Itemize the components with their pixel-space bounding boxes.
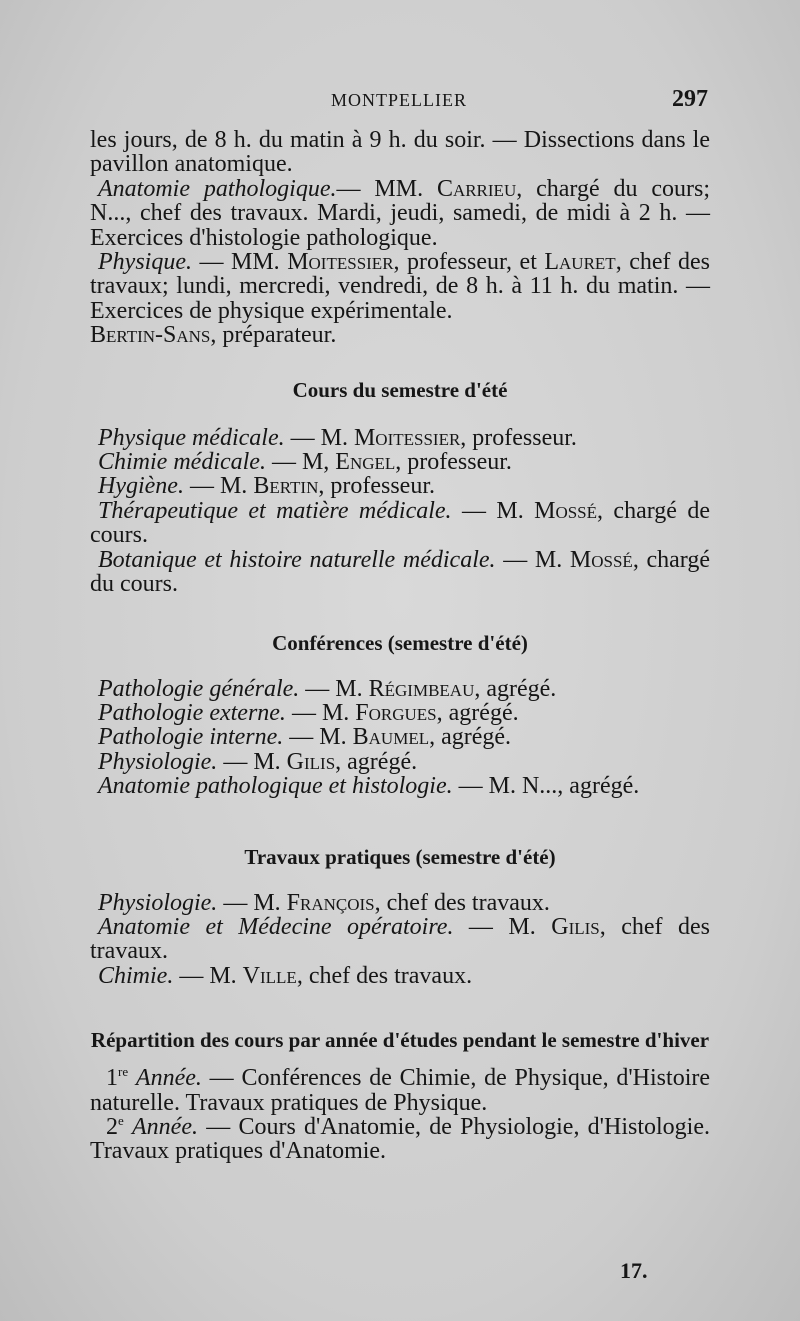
- entry-rest: , chargé de cours.: [90, 497, 710, 549]
- entry-rest: , agrégé.: [474, 675, 557, 702]
- entry-rest: — Cours d'Anatomie, de Physiologie, d'Histologie. Travaux pratiques d'Anatomie.: [90, 1113, 710, 1165]
- entry-rest: , chef des travaux; lundi, mercredi, vendredi, de 8 h. à 11 h. du matin. — Exercices de physique expérimentale.: [90, 249, 710, 324]
- paragraph-text: les jours, de 8 h. du matin à 9 h. du soir. — Dissections dans le pavillon anatomique.: [90, 127, 710, 178]
- list-item: [90, 426, 710, 450]
- entry-rest: , professeur.: [460, 424, 577, 451]
- item-number: 2: [106, 1113, 118, 1140]
- entry-connector: — M.: [495, 546, 570, 573]
- entry-connector: — M.: [285, 699, 356, 726]
- person-name: Forgues: [355, 699, 437, 726]
- entry-subject: Pathologie externe.: [98, 699, 286, 726]
- entry-rest: — Conférences de Chimie, de Physique, d'Histoire naturelle. Travaux pratiques de Physique.: [90, 1065, 711, 1116]
- entry-rest: , chef des travaux.: [374, 889, 550, 916]
- entry-subject: Botanique et histoire naturelle médicale.: [98, 546, 496, 573]
- person-name: Régimbeau: [368, 675, 475, 702]
- list-item: [90, 750, 710, 774]
- entry-subject: Pathologie générale.: [98, 675, 300, 702]
- ordinal-suffix: re: [118, 1064, 129, 1080]
- person-name: Moitessier: [287, 249, 394, 276]
- section-title: Travaux pratiques (semestre d'été): [244, 844, 556, 869]
- entry-subject: Hygiène.: [98, 473, 184, 500]
- section-title: Répartition des cours par année d'études pendant le semestre d'hiver: [90, 1028, 710, 1053]
- entry-rest: , agrégé.: [429, 724, 512, 751]
- entry-subject: Anatomie pathologique et histologie.: [98, 773, 453, 800]
- person-name: Engel: [335, 449, 396, 476]
- entry-connector: , professeur, et: [393, 249, 545, 276]
- entry-connector: — M.: [299, 675, 369, 702]
- running-title: MONTPELLIER: [331, 90, 467, 110]
- entry-rest: , chef des travaux.: [296, 962, 473, 989]
- entry-connector: — M,: [265, 449, 336, 476]
- section-title: Conférences (semestre d'été): [272, 630, 528, 655]
- person-name: Lauret: [544, 249, 616, 276]
- page-number: 297: [672, 86, 708, 112]
- entry-connector: — M.: [451, 497, 535, 524]
- entry-rest: , préparateur.: [210, 322, 337, 349]
- entry-rest: N..., agrégé.: [521, 773, 640, 800]
- entry-subject: Anatomie et Médecine opératoire.: [98, 913, 454, 940]
- entry-subject: Pathologie interne.: [98, 724, 284, 751]
- list-item: [90, 701, 710, 725]
- entry-connector: — M.: [217, 748, 287, 775]
- person-name: Gilis: [551, 913, 600, 940]
- entry-subject: Physique.: [98, 249, 192, 276]
- entry-subject: Année.: [132, 1113, 198, 1140]
- entry-rest: , chef des travaux.: [90, 913, 711, 965]
- list-item: [90, 677, 710, 701]
- entry-connector: — M.: [217, 889, 287, 916]
- entry-connector: — M.: [283, 724, 353, 751]
- list-item: [90, 548, 710, 597]
- entry-rest: , professeur.: [395, 449, 512, 476]
- entry-subject: Anatomie pathologique.: [98, 175, 337, 202]
- list-item: [90, 915, 710, 964]
- entry-subject: Chimie.: [98, 962, 174, 989]
- person-name: Ville: [242, 962, 297, 989]
- person-name: Mossé: [569, 546, 633, 573]
- entry-rest: , chargé du cours; N..., chef des travaux. Mardi, jeudi, samedi, de midi à 2 h. — Exercices d'histologie pathologique.: [90, 175, 711, 251]
- list-item: [90, 891, 710, 915]
- entry-connector: — MM.: [191, 249, 288, 276]
- paragraph: [90, 323, 710, 347]
- entry-subject: Physiologie.: [98, 889, 218, 916]
- entry-subject: Physique médicale.: [98, 424, 285, 451]
- person-name: Carrieu: [436, 175, 517, 202]
- section-title: Cours du semestre d'été: [292, 377, 508, 402]
- entry-rest: , agrégé.: [436, 699, 519, 726]
- entry-connector: — M.: [284, 424, 354, 451]
- entry-connector: — M.: [183, 473, 254, 500]
- entry-subject: Année.: [135, 1065, 202, 1092]
- page-body: [90, 128, 710, 1164]
- person-name: Bertin-Sans: [90, 322, 211, 349]
- entry-rest: , chargé du cours.: [90, 546, 711, 598]
- signature-mark: 17.: [620, 1258, 648, 1283]
- person-name: François: [286, 889, 375, 916]
- list-item: [90, 474, 710, 498]
- paragraph: [90, 250, 710, 323]
- list-item: [90, 725, 710, 749]
- ordinal-suffix: e: [118, 1112, 124, 1128]
- person-name: Gilis: [286, 748, 336, 775]
- entry-rest: , agrégé.: [335, 748, 418, 775]
- entry-subject: Physiologie.: [98, 748, 218, 775]
- entry-rest: , professeur.: [318, 473, 435, 500]
- list-item: [90, 499, 710, 548]
- entry-connector: — MM.: [336, 175, 437, 202]
- list-item: [90, 964, 710, 988]
- list-item: [90, 1066, 710, 1115]
- entry-connector: — M.: [453, 913, 552, 940]
- entry-subject: Thérapeutique et matière médicale.: [98, 497, 452, 524]
- list-item: [90, 450, 710, 474]
- paragraph: [90, 177, 710, 250]
- item-number: 1: [106, 1065, 118, 1092]
- person-name: Baumel: [352, 724, 430, 751]
- person-name: Bertin: [253, 473, 319, 500]
- person-name: Moitessier: [353, 424, 461, 451]
- entry-connector: — M.: [452, 773, 522, 800]
- entry-connector: — M.: [173, 962, 243, 989]
- list-item: [90, 1112, 710, 1165]
- person-name: Mossé: [534, 497, 598, 524]
- entry-subject: Chimie médicale.: [98, 449, 266, 476]
- list-item: [90, 774, 710, 798]
- page-header: [90, 86, 708, 116]
- paragraph: [90, 128, 710, 177]
